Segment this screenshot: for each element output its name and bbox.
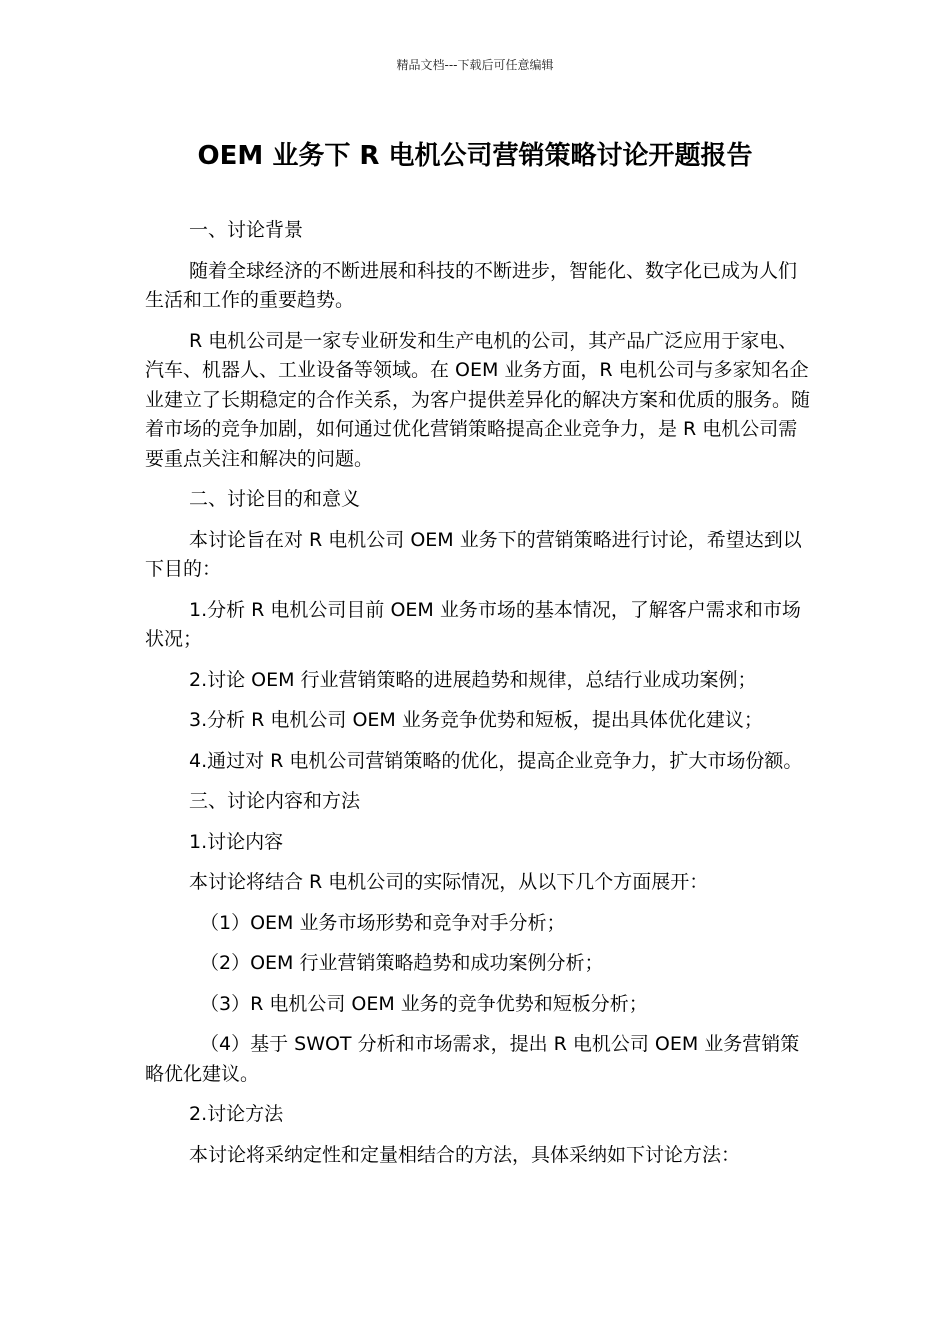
section-heading-background: 一、讨论背景 xyxy=(189,219,304,241)
section-heading-purpose: 二、讨论目的和意义 xyxy=(189,488,361,510)
list-item: （4）基于 SWOT 分析和市场需求，提出 R 电机公司 OEM 业务营销策略优化建议。 xyxy=(145,1033,800,1085)
document-title: OEM 业务下 R 电机公司营销策略讨论开题报告 xyxy=(197,141,753,171)
header-note: 精品文档---下载后可任意编辑 xyxy=(396,58,554,72)
paragraph: 本讨论将采纳定性和定量相结合的方法，具体采纳如下讨论方法： xyxy=(189,1143,741,1166)
list-item: 3.分析 R 电机公司 OEM 业务竞争优势和短板，提出具体优化建议； xyxy=(189,709,763,731)
paragraph: 本讨论旨在对 R 电机公司 OEM 业务下的营销策略进行讨论，希望达到以下目的： xyxy=(145,528,802,580)
document-body xyxy=(145,216,810,1181)
list-item: 1.分析 R 电机公司目前 OEM 业务市场的基本情况，了解客户需求和市场状况； xyxy=(145,598,801,650)
list-item: 4.通过对 R 电机公司营销策略的优化，提高企业竞争力，扩大市场份额。 xyxy=(189,749,803,772)
section-heading-content-method: 三、讨论内容和方法 xyxy=(189,790,361,812)
paragraph: 本讨论将结合 R 电机公司的实际情况，从以下几个方面展开： xyxy=(189,871,709,893)
subsection-heading-content: 1.讨论内容 xyxy=(189,830,284,853)
list-item: 2.讨论 OEM 行业营销策略的进展趋势和规律，总结行业成功案例； xyxy=(189,668,757,691)
list-item: （2）OEM 行业营销策略趋势和成功案例分析； xyxy=(200,952,604,974)
paragraph: 随着全球经济的不断进展和科技的不断进步，智能化、数字化已成为人们生活和工作的重要趋势。 xyxy=(145,259,798,311)
list-item: （3）R 电机公司 OEM 业务的竞争优势和短板分析； xyxy=(200,992,648,1015)
paragraph: R 电机公司是一家专业研发和生产电机的公司，其产品广泛应用于家电、汽车、机器人、工业设备等领域。在 OEM 业务方面，R 电机公司与多家知名企业建立了长期稳定的合作关系，为客户提供差异化的解决方案和优质的服务。随着市场的竞争加剧，如何通过优化营销策略提高企业竞争力，是 R 电机公司需要重点关注和解决的问题。 xyxy=(145,329,811,470)
subsection-heading-method: 2.讨论方法 xyxy=(189,1103,284,1125)
list-item: （1）OEM 业务市场形势和竞争对手分析； xyxy=(200,911,566,934)
